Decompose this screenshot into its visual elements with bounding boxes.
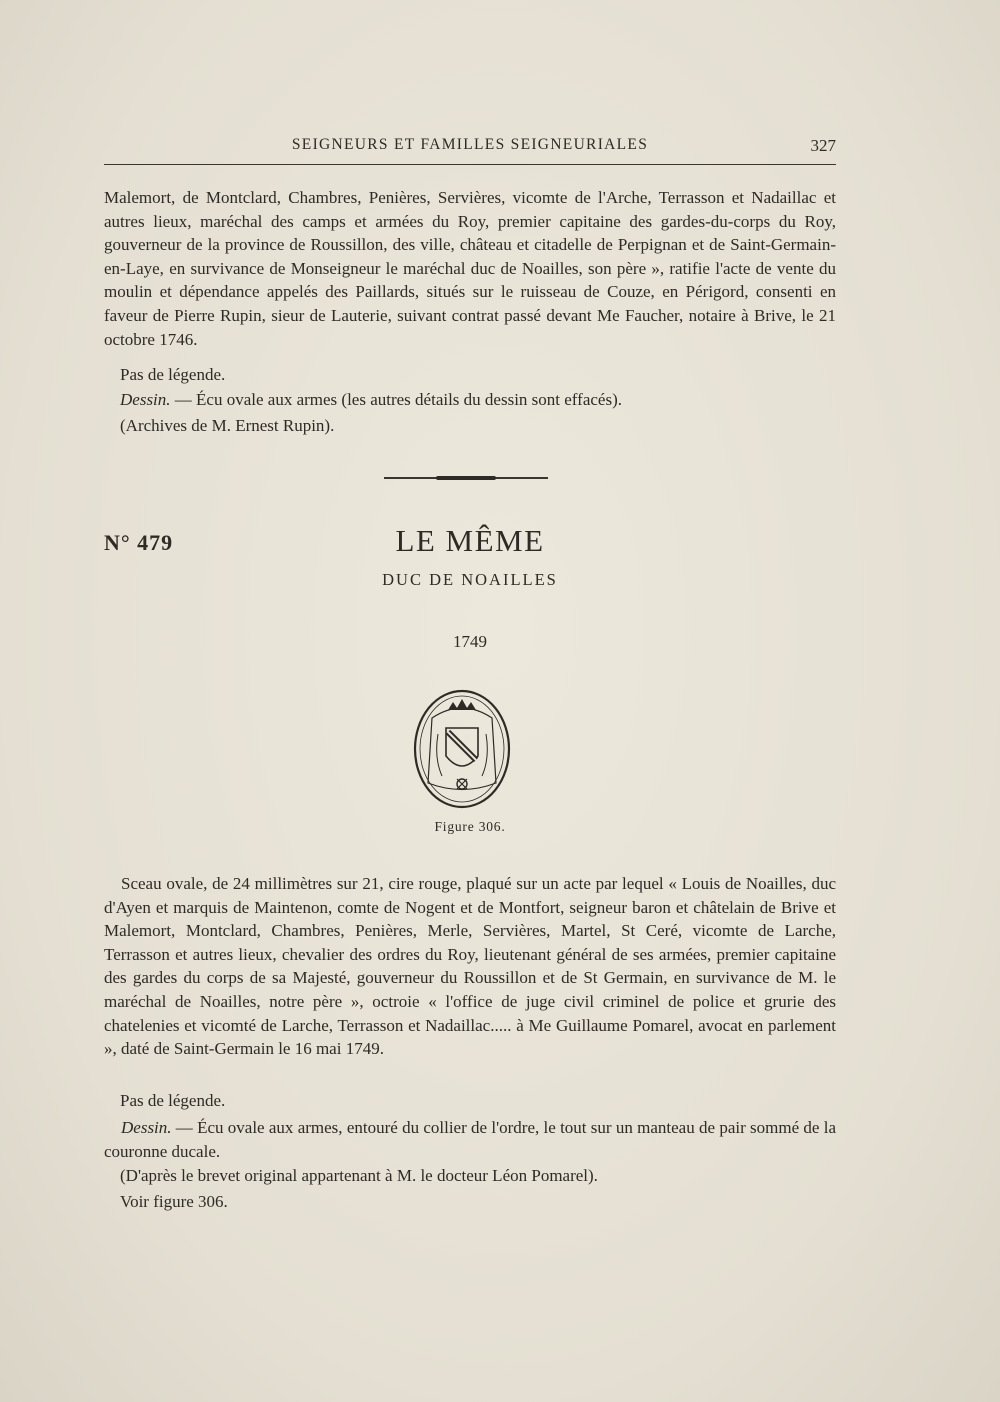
entry-see-figure: Voir figure 306. (120, 1192, 228, 1211)
page-number: 327 (810, 136, 836, 155)
running-title: SEIGNEURS ET FAMILLES SEIGNEURIALES (291, 136, 649, 153)
drawing-text: — Écu ovale aux armes (les autres détails du dessin sont effacés). (170, 390, 622, 409)
seal-illustration (412, 688, 512, 810)
previous-entry-body: Malemort, de Montclard, Chambres, Penières, Servières, vicomte de l'Arche, Terrasson et Nadaillac et autres lieux, maréchal des camps et armées du Roy, premier capitaine des gardes-du-corps du Roy, gouverneur de la province de Roussillon, des ville, château et citadelle de Perpignan et de Saint-Germain-en-Laye, en survivance de Monseigneur le maréchal duc de Noailles, son père », ratifie l'acte de vente du moulin et dépendance appelés des Paillards, situés sur le ruisseau de Couze, en Périgord, consenti en faveur de Pierre Rupin, sieur de Lauterie, suivant contrat passé devant Me Faucher, notaire à Brive, le 21 octobre 1746. (104, 188, 836, 349)
entry-title: LE MÊME (395, 523, 545, 558)
previous-entry-drawing (120, 390, 622, 410)
separator-ornament (436, 476, 496, 480)
header-rule (104, 164, 836, 165)
figure-caption: Figure 306. (434, 819, 506, 834)
entry-number: N° 479 (104, 530, 174, 555)
section-separator (384, 477, 548, 479)
entry-subtitle: DUC DE NOAILLES (382, 570, 558, 589)
entry-source: (D'après le brevet original appartenant à M. le docteur Léon Pomarel). (120, 1166, 598, 1185)
drawing-label: Dessin. (121, 1118, 172, 1137)
entry-body: Sceau ovale, de 24 millimètres sur 21, cire rouge, plaqué sur un acte par lequel « Louis de Noailles, duc d'Ayen et marquis de Maintenon, comte de Nogent et de Montfort, seigneur baron et châtelain de Brive et Malemort, Montclard, Chambres, Penières, Merle, Servières, Martel, St Ceré, vicomte de Larche, Terrasson et autres lieux, chevalier des ordres du Roy, lieutenant général de ses armées, premier capitaine des gardes du corps de sa Majesté, gouverneur du Roussillon et de St Germain, en survivance de M. le maréchal de Noailles, notre père », octroie « l'office de juge civil criminel de police et grurie des chatelenies et vicomté de Larche, Terrasson et Nadaillac..... à Me Guillaume Pomarel, avocat en parlement », daté de Saint-Germain le 16 mai 1749. (104, 874, 836, 1059)
running-head (104, 136, 836, 160)
entry-drawing (104, 1116, 836, 1163)
entry-legend: Pas de légende. (120, 1091, 226, 1110)
entry-year: 1749 (453, 632, 487, 651)
previous-entry-legend: Pas de légende. (120, 365, 226, 384)
drawing-label: Dessin. (120, 390, 171, 409)
drawing-text: — Écu ovale aux armes, entouré du collier de l'ordre, le tout sur un manteau de pair sommé de la couronne ducale. (104, 1118, 836, 1161)
previous-entry-source: (Archives de M. Ernest Rupin). (120, 416, 335, 435)
